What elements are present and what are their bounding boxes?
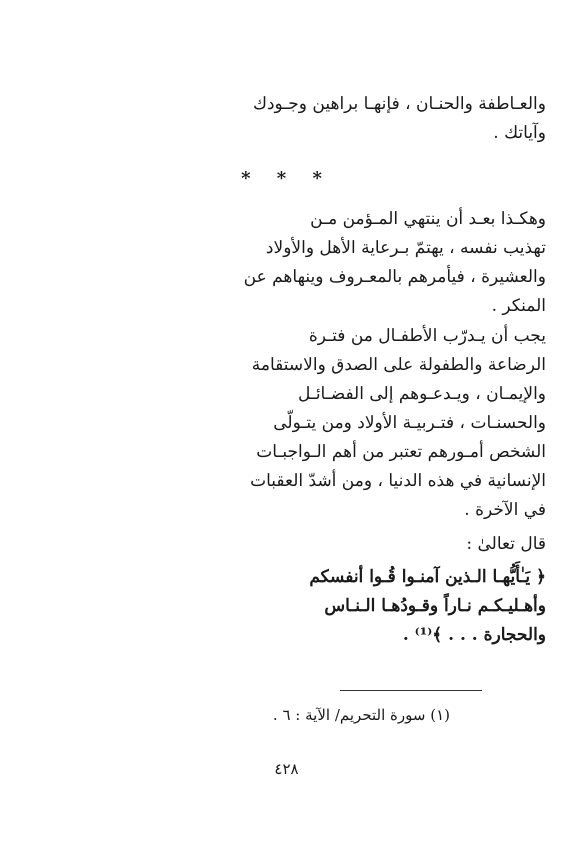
footnote-divider (340, 690, 482, 691)
text-line: والعشيرة ، فيأمرهم بالمعـروف وينهاهم عن (243, 267, 546, 287)
text-line: المنكر . (491, 296, 546, 316)
text-line: في الآخرة . (464, 500, 546, 520)
verse-line: ﴿ يَـٰأَيُّهـا الـذين آمنـوا قُـوا أنفسكم (309, 567, 546, 587)
text-line: والعـاطفة والحنـان ، فإنهـا براهين وجـودك (252, 94, 546, 114)
paragraph-2 (243, 205, 546, 321)
text-line: والحسنـات ، فتـربيـة الأولاد ومن يتـولّى (273, 413, 546, 433)
text-line: الشخص أمـورهم تعتبر من أهم الـواجبـات (256, 442, 546, 462)
page-number: ٤٢٨ (274, 760, 299, 778)
text-line: وهكـذا بعـد أن ينتهي المـؤمن مـن (310, 209, 546, 229)
text-line: والإيمـان ، ويـدعـوهم إلى الفضـائـل (297, 384, 546, 404)
quran-verse (309, 563, 546, 650)
text-line: الرضاعة والطفولة على الصدق والاستقامة (251, 355, 546, 375)
paragraph-4 (326, 530, 546, 559)
text-line: الإنسانية في هذه الدنيا ، ومن أشدّ العقبات (250, 471, 546, 491)
text-line: يجب أن يـدرّب الأطفـال من فتـرة (308, 326, 546, 346)
paragraph-1 (252, 90, 546, 148)
text-line: تهذيب نفسه ، يهتمّ بـرعاية الأهل والأولاد (265, 238, 546, 258)
footnote: (١) سورة التحريم/ الآية : ٦ . (272, 706, 450, 724)
text-line: قال تعالىٰ : (466, 534, 546, 554)
section-separator: * * * (241, 168, 332, 189)
text-line: وآياتك . (493, 123, 546, 143)
verse-line: والحجارة . . . ﴾⁽¹⁾ . (402, 625, 546, 645)
paragraph-3 (250, 322, 546, 525)
verse-line: وأهـليـكـم نـاراً وقـودُهـا الـنـاس (324, 596, 546, 616)
